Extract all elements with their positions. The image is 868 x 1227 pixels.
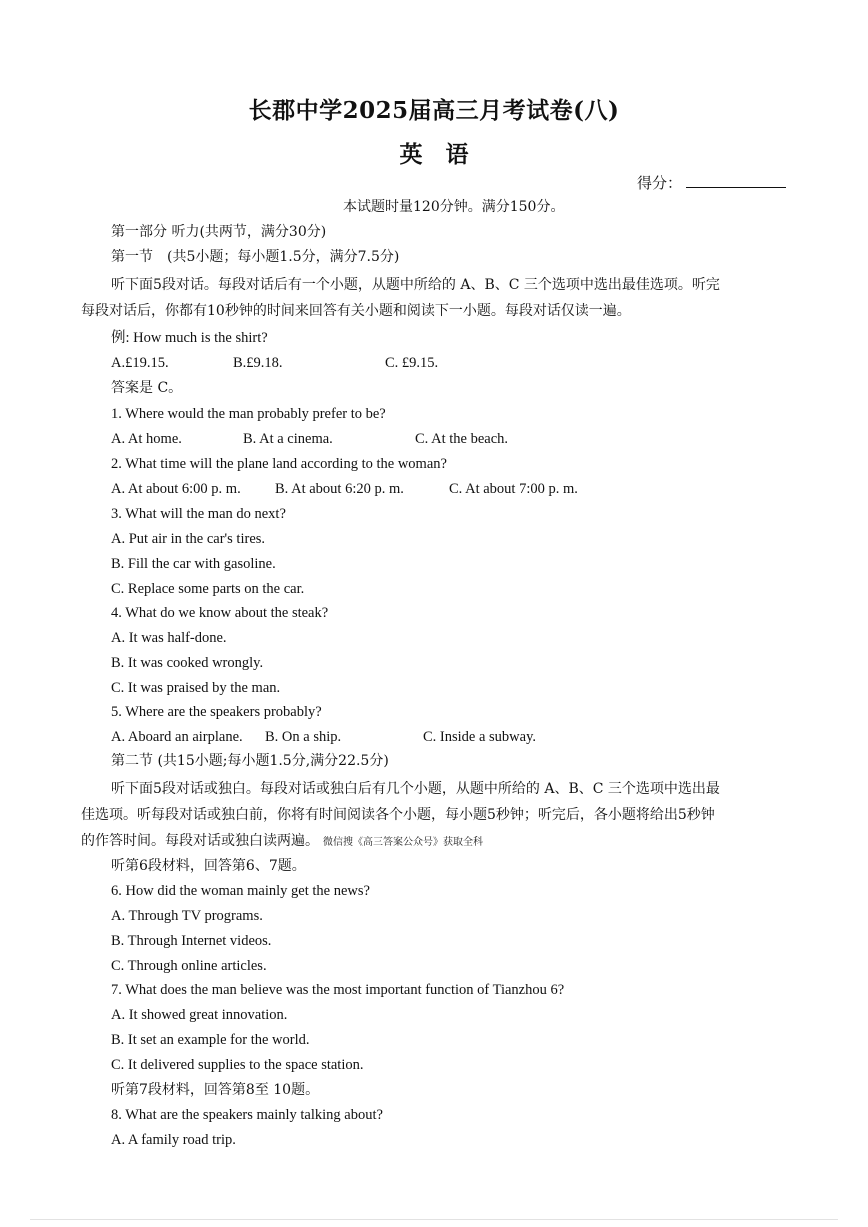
example-option-b: B.£9.18.	[233, 355, 283, 371]
material-6-heading: 听第6段材料，回答第6、7题。	[111, 858, 306, 874]
example-answer: 答案是 C。	[111, 380, 183, 396]
question-6: 6. How did the woman mainly get the news?	[111, 883, 370, 899]
q5-option-a: A. Aboard an airplane.	[111, 729, 243, 745]
question-4: 4. What do we know about the steak?	[111, 605, 329, 621]
section2-instruction-line1: 听下面5段对话或独白。每段对话或独白后有几个小题，从题中所给的 A、B、C 三个选项中选出最	[111, 781, 720, 797]
exam-title: 长郡中学2025届高三月考试卷(八)	[248, 97, 620, 124]
q7-option-b: B. It set an example for the world.	[111, 1032, 310, 1048]
q1-option-a: A. At home.	[111, 431, 182, 447]
section1-instruction-line1: 听下面5段对话。每段对话后有一个小题，从题中所给的 A、B、C 三个选项中选出最佳选项。听完	[111, 277, 720, 293]
score-field	[637, 172, 786, 193]
example-question: 例: How much is the shirt?	[111, 330, 268, 346]
q6-option-c: C. Through online articles.	[111, 958, 267, 974]
subject-title: 英 语	[399, 141, 469, 168]
q6-option-b: B. Through Internet videos.	[111, 933, 272, 949]
example-option-c: C. £9.15.	[385, 355, 439, 371]
section2-heading: 第二节 (共15小题;每小题1.5分,满分22.5分)	[111, 753, 389, 769]
section2-instruction-line3	[81, 832, 483, 852]
q1-option-c: C. At the beach.	[415, 431, 509, 447]
q4-option-b: B. It was cooked wrongly.	[111, 655, 264, 671]
section1-instruction-line2: 每段对话后，你都有10秒钟的时间来回答有关小题和阅读下一小题。每段对话仅读一遍。	[81, 303, 631, 319]
section1-heading: 第一节 (共5小题；每小题1.5分，满分7.5分)	[111, 249, 400, 265]
q6-option-a: A. Through TV programs.	[111, 908, 263, 924]
question-3: 3. What will the man do next?	[111, 506, 286, 522]
question-8: 8. What are the speakers mainly talking about?	[111, 1107, 383, 1123]
q3-option-b: B. Fill the car with gasoline.	[111, 556, 276, 572]
page-bottom-divider	[30, 1219, 838, 1220]
q2-option-b: B. At about 6:20 p. m.	[275, 481, 404, 497]
section2-instruction-line2: 佳选项。听每段对话或独白前，你将有时间阅读各个小题，每小题5秒钟；听完后，各小题将给出5秒钟	[81, 807, 715, 823]
part1-heading: 第一部分 听力(共两节，满分30分)	[111, 224, 327, 240]
q4-option-a: A. It was half-done.	[111, 630, 227, 646]
question-2: 2. What time will the plane land according to the woman?	[111, 456, 447, 472]
watermark-note: 微信搜《高三答案公众号》获取全科	[323, 837, 483, 848]
material-7-heading: 听第7段材料，回答第8至 10题。	[111, 1082, 320, 1098]
example-option-a: A.£19.15.	[111, 355, 169, 371]
q5-option-c: C. Inside a subway.	[423, 729, 537, 745]
q3-option-c: C. Replace some parts on the car.	[111, 581, 305, 597]
q4-option-c: C. It was praised by the man.	[111, 680, 281, 696]
question-7: 7. What does the man believe was the most important function of Tianzhou 6?	[111, 982, 565, 998]
score-label: 得分：	[637, 174, 683, 192]
q2-option-a: A. At about 6:00 p. m.	[111, 481, 241, 497]
section2-instruction-text: 的作答时间。每段对话或独白读两遍。	[81, 833, 319, 849]
score-blank	[686, 173, 786, 188]
q1-option-b: B. At a cinema.	[243, 431, 333, 447]
q8-option-a: A. A family road trip.	[111, 1132, 236, 1148]
question-5: 5. Where are the speakers probably?	[111, 704, 322, 720]
q3-option-a: A. Put air in the car's tires.	[111, 531, 266, 547]
question-1: 1. Where would the man probably prefer to be?	[111, 406, 386, 422]
q7-option-a: A. It showed great innovation.	[111, 1007, 288, 1023]
q5-option-b: B. On a ship.	[265, 729, 342, 745]
time-info: 本试题时量120分钟。满分150分。	[343, 199, 565, 215]
q2-option-c: C. At about 7:00 p. m.	[449, 481, 578, 497]
q7-option-c: C. It delivered supplies to the space station.	[111, 1057, 364, 1073]
